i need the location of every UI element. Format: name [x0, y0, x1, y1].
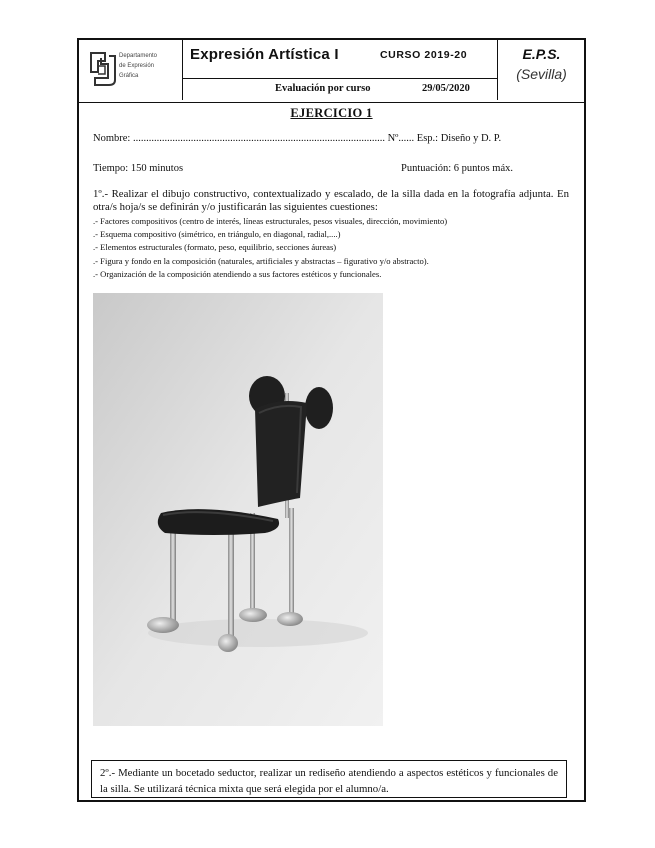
school-cell [499, 40, 584, 100]
course-cell [183, 40, 498, 100]
department-logo-icon [88, 50, 118, 88]
list-item: .- Elementos estructurales (formato, peso, equilibrio, secciones áureas) [93, 242, 337, 253]
list-item: .- Factores compositivos (centro de interés, líneas estructurales, pesos visuales, dirección, movimiento) [93, 216, 448, 226]
exam-sheet [77, 38, 586, 802]
logo-line-1: Departamento [119, 53, 158, 59]
chair-illustration [93, 293, 383, 726]
header-table [79, 40, 584, 103]
evaluation-type: Evaluación por curso [275, 83, 371, 94]
name-field-line: Nombre: ................................................................................................ Nº...... Esp.: Diseño y D. P. [93, 133, 502, 144]
chair-photo [93, 293, 383, 726]
course-title: Expresión Artística I [190, 46, 339, 63]
list-item: .- Figura y fondo en la composición (naturales, artificiales y abstractas – figurativo y/o abstracto). [93, 255, 429, 266]
question-2-box: 2º.- Mediante un bocetado seductor, realizar un rediseño atendiendo a aspectos estéticos y funcionales de la silla. Se utilizará técnica mixta que será elegida por el alumno/a. [91, 760, 567, 798]
exam-date: 29/05/2020 [422, 83, 470, 94]
course-title-row [183, 40, 497, 79]
department-logo [79, 40, 183, 100]
time-limit: Tiempo: 150 minutos [93, 163, 184, 174]
school-city: (Sevilla) [516, 66, 567, 82]
logo-text [119, 51, 179, 81]
exercise-heading: EJERCICIO 1 [290, 106, 373, 120]
max-score: Puntuación: 6 puntos máx. [401, 163, 513, 174]
logo-line-3: Gráfica [119, 73, 139, 79]
question-1-list [93, 215, 447, 281]
school-name: E.P.S. [522, 46, 561, 62]
list-item: .- Organización de la composición atendiendo a sus factores estéticos y funcionales. [93, 268, 382, 279]
logo-line-2: de Expresión [119, 63, 155, 69]
question-1-text: 1º.- Realizar el dibujo constructivo, contextualizado y escalado, de la silla dada en la fotografía adjunta. En otra/s hoja/s se definirán y/o justificarán las siguientes cuestiones: [93, 188, 569, 213]
list-item: .- Esquema compositivo (simétrico, en triángulo, en diagonal, radial,....) [93, 229, 341, 240]
course-year: CURSO 2019-20 [380, 49, 468, 61]
